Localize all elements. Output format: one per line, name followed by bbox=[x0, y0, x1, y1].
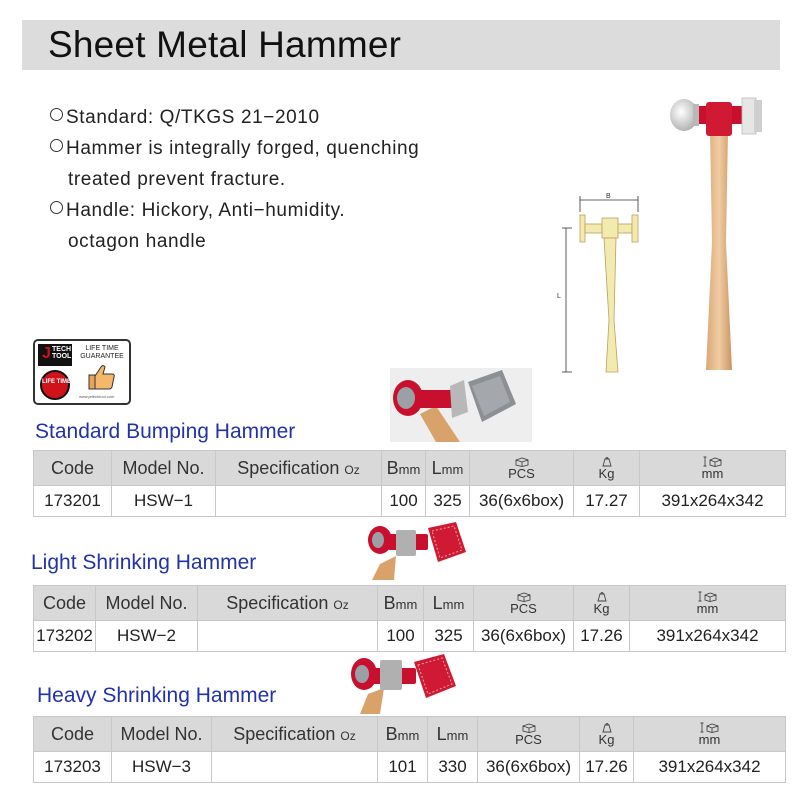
title-bar bbox=[22, 20, 780, 70]
cell-l: 325 bbox=[424, 621, 474, 652]
cell-b: 101 bbox=[378, 752, 428, 783]
header-code: Code bbox=[34, 717, 112, 752]
hammer-dimension-drawing bbox=[548, 190, 648, 380]
feature-item: Standard: Q/TKGS 21−2010 bbox=[50, 102, 419, 133]
cell-model: HSW−1 bbox=[112, 486, 216, 517]
cell-spec bbox=[216, 486, 382, 517]
cell-spec bbox=[212, 752, 378, 783]
lifetime-guarantee-badge: J TECH TOOL LIFE TIME LIFE TIME GUARANTEE www.jetechtool.com bbox=[33, 339, 131, 405]
table-row bbox=[34, 486, 786, 517]
lifetime-seal-icon bbox=[40, 370, 70, 400]
spec-table-standard-bumping bbox=[33, 450, 786, 517]
page-title: Sheet Metal Hammer bbox=[48, 24, 402, 65]
cell-pcs: 36(6x6box) bbox=[478, 752, 580, 783]
thumbs-up-icon bbox=[85, 363, 117, 391]
header-kg: Kg bbox=[574, 451, 640, 486]
table-row bbox=[34, 752, 786, 783]
box-pcs-icon bbox=[521, 723, 537, 733]
header-model: Model No. bbox=[112, 717, 212, 752]
table-header-row bbox=[34, 717, 786, 752]
cell-l: 330 bbox=[428, 752, 478, 783]
cell-dimensions: 391x264x342 bbox=[630, 621, 786, 652]
cell-l: 325 bbox=[426, 486, 470, 517]
dimension-b-label: B bbox=[606, 193, 611, 200]
dimension-l-label: L bbox=[557, 293, 561, 300]
cell-spec bbox=[198, 621, 378, 652]
header-pcs: PCS bbox=[478, 717, 580, 752]
header-spec: Specification Oz bbox=[212, 717, 378, 752]
bullet-circle-icon bbox=[50, 108, 63, 121]
header-code: Code bbox=[34, 451, 112, 486]
cell-pcs: 36(6x6box) bbox=[470, 486, 574, 517]
header-dimensions: mm bbox=[634, 717, 786, 752]
cell-model: HSW−2 bbox=[96, 621, 198, 652]
table-row bbox=[34, 621, 786, 652]
header-pcs: PCS bbox=[474, 586, 574, 621]
header-dimensions: mm bbox=[630, 586, 786, 621]
cell-b: 100 bbox=[382, 486, 426, 517]
section-title-light-shrinking: Light Shrinking Hammer bbox=[31, 551, 257, 574]
cell-dimensions: 391x264x342 bbox=[640, 486, 786, 517]
box-pcs-icon bbox=[516, 592, 532, 602]
cell-kg: 17.26 bbox=[574, 621, 630, 652]
cell-code: 173202 bbox=[34, 621, 96, 652]
feature-item-continued: octagon handle bbox=[68, 231, 207, 252]
guarantee-text: LIFE TIME GUARANTEE bbox=[80, 345, 124, 360]
spec-table-heavy-shrinking bbox=[33, 716, 786, 783]
cell-code: 173203 bbox=[34, 752, 112, 783]
cell-pcs: 36(6x6box) bbox=[474, 621, 574, 652]
section-title-heavy-shrinking: Heavy Shrinking Hammer bbox=[37, 684, 277, 707]
hammer-photo-main bbox=[666, 92, 776, 374]
header-dimensions: mm bbox=[640, 451, 786, 486]
header-b: Bmm bbox=[378, 717, 428, 752]
table-header-row bbox=[34, 586, 786, 621]
bullet-circle-icon bbox=[50, 201, 63, 214]
header-b: Bmm bbox=[382, 451, 426, 486]
header-l: Lmm bbox=[426, 451, 470, 486]
feature-item: Handle: Hickory, Anti−humidity. bbox=[50, 195, 419, 226]
header-spec: Specification Oz bbox=[216, 451, 382, 486]
header-model: Model No. bbox=[112, 451, 216, 486]
table-header-row bbox=[34, 451, 786, 486]
header-l: Lmm bbox=[424, 586, 474, 621]
feature-list bbox=[50, 102, 419, 257]
bullet-circle-icon bbox=[50, 139, 63, 152]
brand-logo: J TECH TOOL bbox=[38, 344, 72, 366]
header-pcs: PCS bbox=[470, 451, 574, 486]
cell-model: HSW−3 bbox=[112, 752, 212, 783]
cell-code: 173201 bbox=[34, 486, 112, 517]
header-b: Bmm bbox=[378, 586, 424, 621]
cell-dimensions: 391x264x342 bbox=[634, 752, 786, 783]
cell-kg: 17.27 bbox=[574, 486, 640, 517]
header-kg: Kg bbox=[580, 717, 634, 752]
header-code: Code bbox=[34, 586, 96, 621]
header-l: Lmm bbox=[428, 717, 478, 752]
feature-item: Hammer is integrally forged, quenching bbox=[50, 133, 419, 164]
header-kg: Kg bbox=[574, 586, 630, 621]
spec-table-light-shrinking bbox=[33, 585, 786, 652]
standard-bumping-hammer-photo bbox=[390, 368, 532, 442]
box-pcs-icon bbox=[514, 457, 530, 467]
heavy-shrinking-hammer-photo bbox=[346, 654, 464, 714]
header-spec: Specification Oz bbox=[198, 586, 378, 621]
cell-b: 100 bbox=[378, 621, 424, 652]
feature-item-continued: treated prevent fracture. bbox=[68, 169, 286, 190]
cell-kg: 17.26 bbox=[580, 752, 634, 783]
section-title-standard-bumping: Standard Bumping Hammer bbox=[35, 420, 296, 443]
header-model: Model No. bbox=[96, 586, 198, 621]
light-shrinking-hammer-photo bbox=[366, 522, 476, 580]
